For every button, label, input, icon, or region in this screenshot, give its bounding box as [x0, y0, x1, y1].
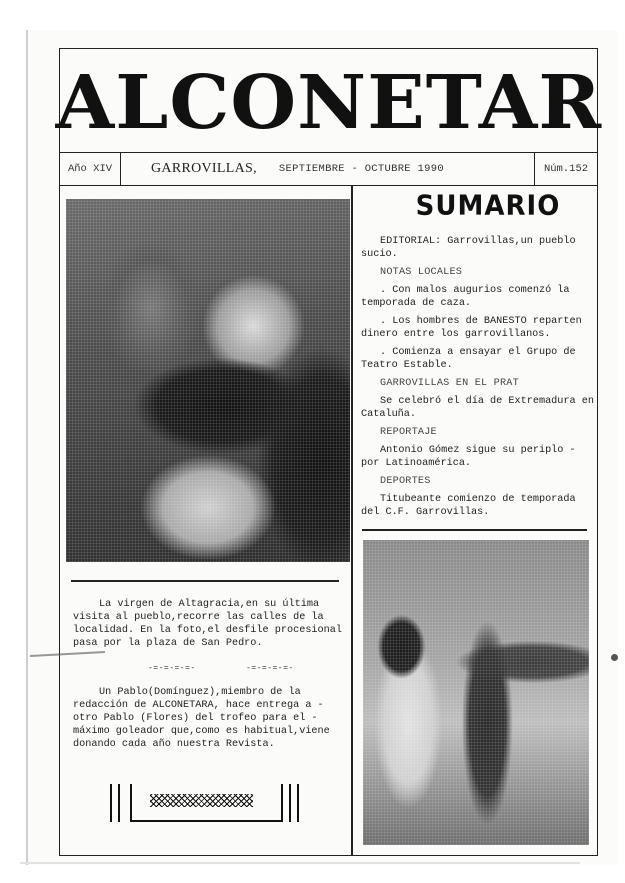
toc-item-teatro: . Comienza a ensayar el Grupo de Teatro Estable. — [361, 347, 576, 371]
ornament-bar — [130, 784, 132, 822]
issue-info-bar — [60, 152, 597, 186]
trophy-caption — [73, 686, 348, 751]
table-of-contents — [361, 191, 595, 524]
separator-left: -=-=-=-=- — [148, 664, 196, 673]
procession-caption — [73, 598, 348, 650]
toc-item-banesto: . Los hombres de BANESTO reparten dinero entre los garrovillanos. — [361, 316, 582, 340]
cover-frame — [55, 48, 602, 856]
decorative-ornament — [110, 784, 300, 824]
page-edge — [20, 862, 580, 864]
ornament-bar — [110, 784, 112, 822]
scan-dot — [611, 654, 618, 661]
toc-section-reportaje: REPORTAJE — [380, 427, 437, 438]
issue-number: Núm.152 — [534, 152, 597, 185]
ornament-bar — [118, 784, 120, 822]
toc-item-cf-garrovillas: Titubeante comienzo de temporada del C.F. Garrovillas. — [361, 494, 576, 518]
ornament-bar — [297, 784, 299, 822]
ornament-bar — [281, 784, 283, 822]
separator-right: -=-=-=-=- — [246, 664, 294, 673]
publication-title: ALCONETAR — [55, 59, 602, 146]
ornament-bar — [289, 784, 291, 822]
issue-year: Año XIV — [60, 152, 121, 185]
issue-date: SEPTIEMBRE - OCTUBRE 1990 — [278, 162, 444, 175]
sumario-divider — [362, 529, 587, 531]
toc-item-extremadura: Se celebró el día de Extremadura en Cataluña. — [361, 396, 594, 420]
caption-divider — [71, 580, 339, 582]
column-divider — [351, 185, 353, 855]
toc-editorial: EDITORIAL: Garrovillas,un pueblo sucio. — [361, 236, 576, 260]
trophy-presentation-photo — [363, 540, 589, 845]
toc-section-prat: GARROVILLAS EN EL PRAT — [380, 378, 519, 389]
toc-section-deportes: DEPORTES — [380, 476, 431, 487]
procession-caption-text: La virgen de Altagracia,en su última visita al pueblo,recorre las calles de la localidad. En la foto,el desfile procesional pasa por la plaza de San Pedro. — [73, 599, 342, 649]
procession-photo — [66, 199, 350, 562]
masthead — [55, 49, 602, 153]
trophy-caption-text: Un Pablo(Domínguez),miembro de la redacción de ALCONETARA, hace entrega a - otro Pablo (Flores) del trofeo para el - máximo goleador que,como es habitual,viene donando cada año nuestra Revista. — [73, 687, 330, 750]
sumario-list — [361, 235, 595, 519]
ornament-pattern-icon — [150, 794, 253, 807]
toc-section-notas-locales: NOTAS LOCALES — [380, 267, 463, 278]
sumario-heading: SUMARIO — [415, 190, 561, 222]
issue-place: GARROVILLAS, — [151, 160, 257, 176]
ornament-base-line — [130, 820, 283, 822]
toc-item-periplo: Antonio Gómez sigue su periplo - por Latinoamérica. — [361, 445, 576, 469]
toc-item-caza: . Con malos augurios comenzó la temporada de caza. — [361, 285, 570, 309]
